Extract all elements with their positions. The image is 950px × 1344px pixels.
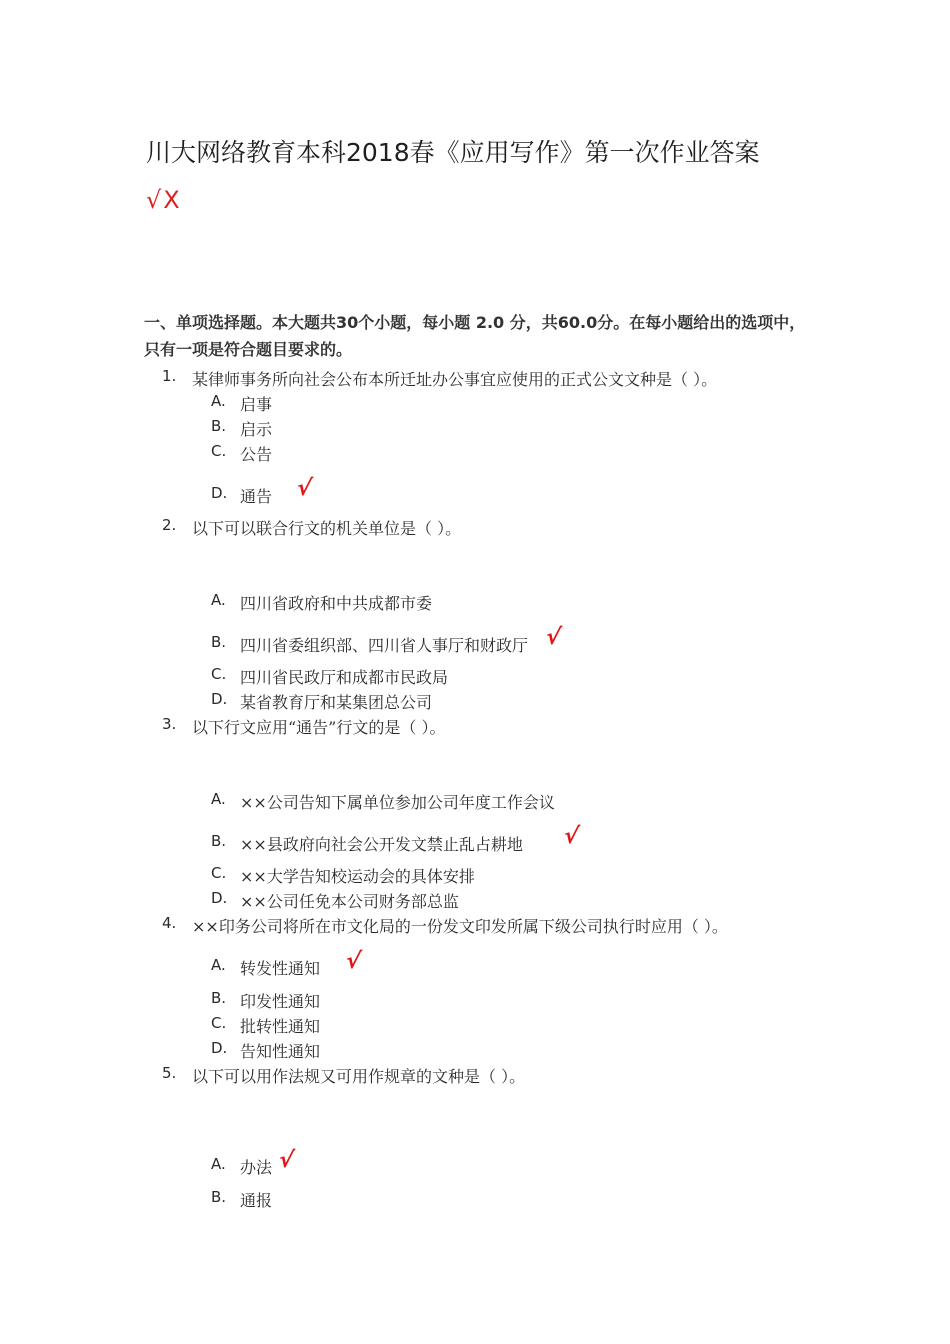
option-text: ××大学告知校运动会的具体安排 [240, 867, 475, 886]
option-label: C. [211, 442, 227, 460]
option-label: B. [211, 417, 227, 435]
option-label: B. [211, 633, 227, 651]
option-text: 印发性通知 [240, 992, 321, 1011]
section-heading: 一、单项选择题。本大题共30个小题，每小题 2.0 分，共60.0分。在每小题给出的选项中，只有一项是符合题目要求的。 [144, 313, 806, 359]
question-text: 以下可以联合行文的机关单位是（ ）。 [192, 519, 462, 538]
option-label: C. [211, 665, 227, 683]
option-label: C. [211, 1014, 227, 1032]
option-label: A. [211, 392, 226, 410]
question-text: ××印务公司将所在市文化局的一份发文印发所属下级公司执行时应用（ ）。 [192, 917, 728, 936]
page-title: 川大网络教育本科2018春《应用写作》第一次作业答案 [146, 138, 760, 167]
option-label: D. [211, 1039, 228, 1057]
option-text: 办法 [240, 1158, 273, 1177]
option-label: D. [211, 484, 228, 502]
option-text: 四川省民政厅和成都市民政局 [240, 668, 449, 687]
correct-check-icon: √ [295, 476, 314, 501]
option-label: A. [211, 591, 226, 609]
option-text: ××公司任免本公司财务部总监 [240, 892, 459, 911]
correct-check-icon: √ [544, 625, 563, 650]
option-label: B. [211, 832, 227, 850]
question-text: 某律师事务所向社会公布本所迁址办公事宜应使用的正式公文文种是（ ）。 [192, 370, 718, 389]
question-text: 以下行文应用“通告”行文的是（ ）。 [192, 718, 446, 737]
option-text: 某省教育厅和某集团总公司 [240, 693, 433, 712]
option-text: 启示 [240, 420, 273, 439]
option-text: 公告 [240, 445, 273, 464]
option-text: ××公司告知下属单位参加公司年度工作会议 [240, 793, 555, 812]
question-number: 3. [162, 715, 177, 733]
question-text: 以下可以用作法规又可用作规章的文种是（ ）。 [192, 1067, 526, 1086]
option-text: 批转性通知 [240, 1017, 321, 1036]
correct-check-icon: √ [277, 1148, 296, 1173]
correct-check-icon: √ [344, 949, 363, 974]
option-text: 四川省委组织部、四川省人事厅和财政厅 [240, 636, 529, 655]
option-label: D. [211, 889, 228, 907]
option-label: A. [211, 1155, 226, 1173]
option-text: 四川省政府和中共成都市委 [240, 594, 433, 613]
option-label: A. [211, 956, 226, 974]
option-label: C. [211, 864, 227, 882]
option-label: B. [211, 989, 227, 1007]
answer-marks-legend: √X [146, 186, 182, 214]
correct-check-icon: √ [562, 824, 581, 849]
option-text: 通报 [240, 1191, 273, 1210]
option-label: A. [211, 790, 226, 808]
option-text: 转发性通知 [240, 959, 321, 978]
option-text: 启事 [240, 395, 273, 414]
question-number: 4. [162, 914, 177, 932]
question-number: 1. [162, 367, 177, 385]
question-number: 5. [162, 1064, 177, 1082]
option-label: B. [211, 1188, 227, 1206]
question-number: 2. [162, 516, 177, 534]
option-text: 告知性通知 [240, 1042, 321, 1061]
option-text: 通告 [240, 487, 273, 506]
option-label: D. [211, 690, 228, 708]
option-text: ××县政府向社会公开发文禁止乱占耕地 [240, 835, 523, 854]
